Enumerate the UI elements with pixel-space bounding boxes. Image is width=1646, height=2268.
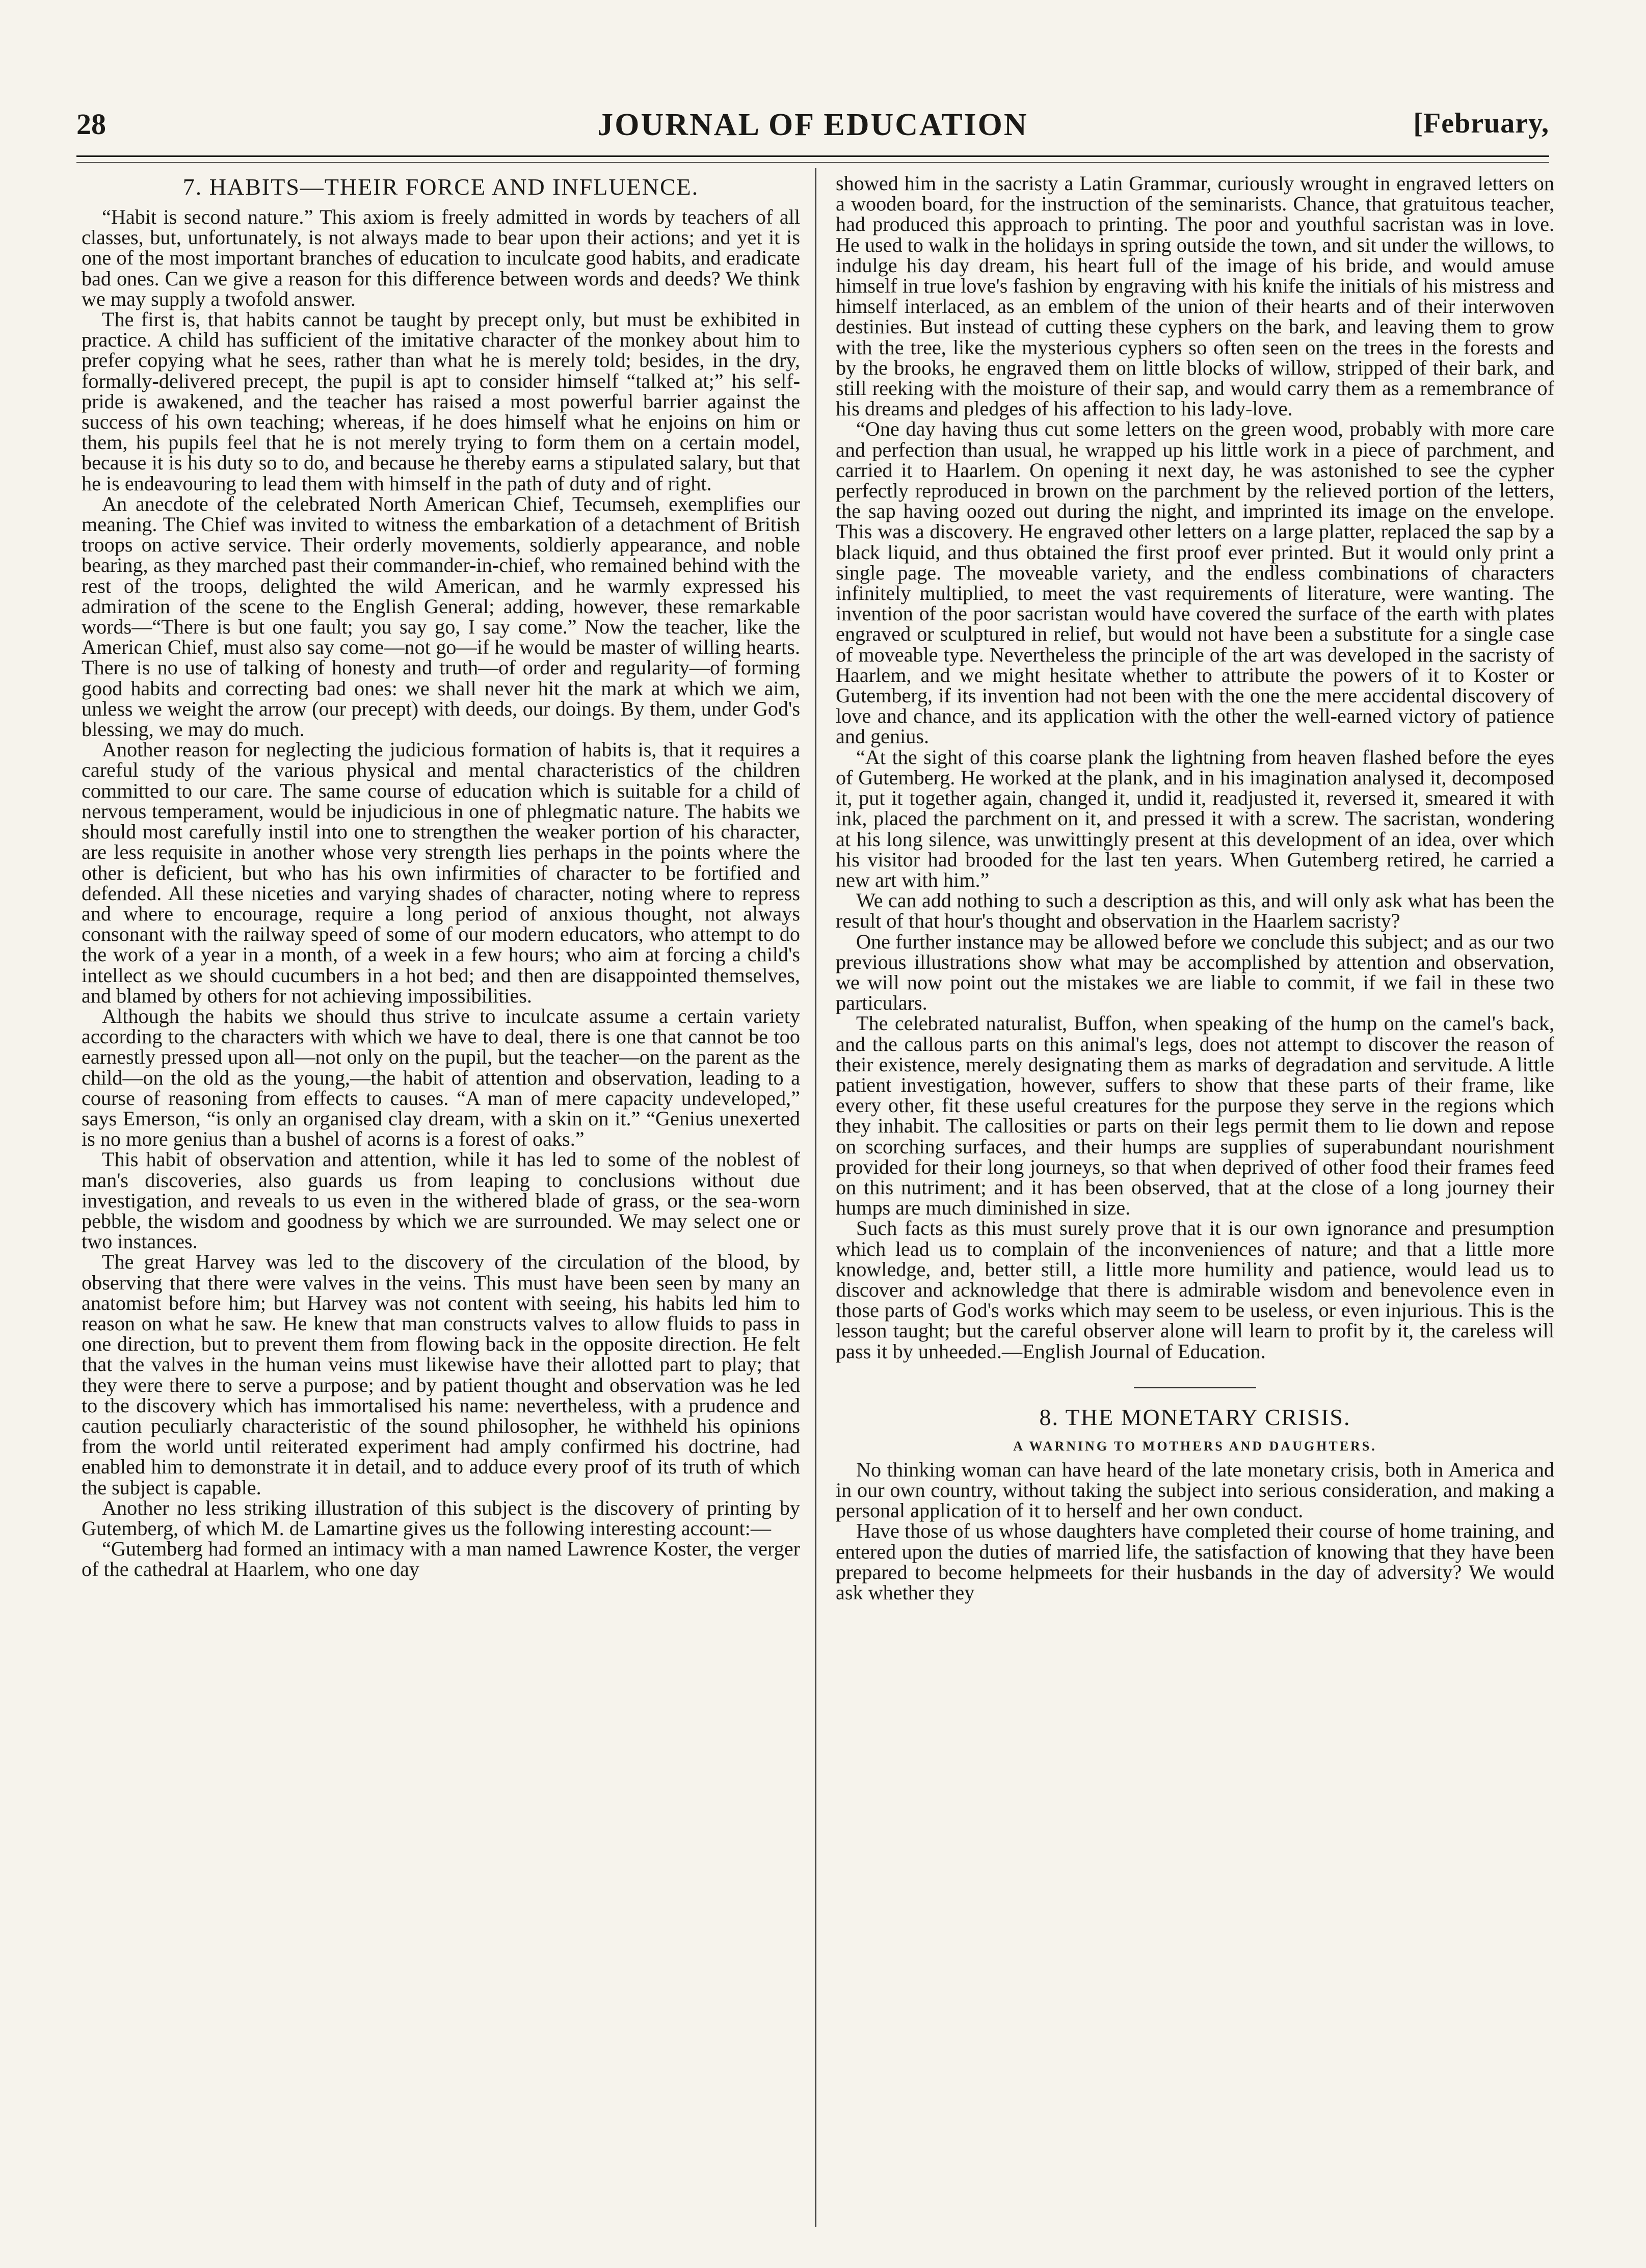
journal-title: JOURNAL OF EDUCATION (597, 108, 1028, 142)
article-8-paragraph: No thinking woman can have heard of the late monetary crisis, both in America and in our own country, without taking the subject into serious consideration, and making a personal application of it to herself and her own conduct. (836, 1458, 1554, 1522)
article-separator (1134, 1387, 1256, 1388)
article-7-continued-paragraph: One further instance may be allowed before we conclude this subject; and as our two previous illustrations show what may be accomplished by attention and observation, we will now point out the mistakes we are liable to commit, if we fail in these two particulars. (836, 930, 1554, 1015)
article-8-paragraph: Have those of us whose daughters have completed their course of home training, and entered upon the duties of married life, the satisfaction of knowing that they have been prepared to become helpmeets for their husbands in the day of adversity? We would ask whether they (836, 1519, 1554, 1604)
header-rule (76, 155, 1549, 157)
article-7-paragraph: The great Harvey was led to the discovery of the circulation of the blood, by observing that there were valves in the veins. This must have been seen by many an anatomist before him; but Harvey was not content with seeing, his habits led him to reason on what he saw. He knew that man constructs valves to allow fluids to pass in one direction, but to prevent them from flowing back in the opposite direction. He felt that the valves in the human veins must likewise have their allotted part to play; that they were there to serve a purpose; and by patient thought and observation was he led to the discovery which has immortalised his name: nevertheless, with a prudence and caution peculiarly characteristic of the sound philosopher, he withheld his opinions from the world until reiterated experiment had amply confirmed his doctrine, had enabled him to demonstrate it in detail, and to adduce every proof of its truth of which the subject is capable. (82, 1250, 800, 1499)
page-header (76, 107, 1549, 163)
right-column (836, 173, 1554, 2232)
article-8-title: 8. THE MONETARY CRISIS. (1039, 1404, 1351, 1430)
article-8-subtitle: A WARNING TO MOTHERS AND DAUGHTERS. (1013, 1438, 1377, 1454)
article-7-paragraph: “Habit is second nature.” This axiom is freely admitted in words by teachers of all classes, but, unfortunately, is not always made to bear upon their actions; and yet it is one of the most important branches of education to inculcate good habits, and eradicate bad ones. Can we give a reason for this difference between words and deeds? We think we may supply a twofold answer. (82, 205, 800, 310)
article-7-continued-paragraph: showed him in the sacristy a Latin Grammar, curiously wrought in engraved letters on a wooden board, for the instruction of the seminarists. Chance, that gratuitous teacher, had produced this approach to printing. The poor and youthful sacristan was in love. He used to walk in the holidays in spring outside the town, and sit under the willows, to indulge his day dream, his heart full of the image of his bride, and would amuse himself in true love's fashion by engraving with his knife the initials of his mistress and himself interlaced, as an emblem of the union of their hearts and of their interwoven destinies. But instead of cutting these cyphers on the bark, and leaving them to grow with the tree, like the mysterious cyphers so often seen on the trees in the forests and by the brooks, he engraved them on little blocks of willow, stripped of their bark, and still reeking with the moisture of their sap, and would carry them as a remembrance of his dreams and pledges of his affection to his lady-love. (836, 173, 1554, 420)
article-7-paragraph: Another reason for neglecting the judicious formation of habits is, that it requires a careful study of the various physical and mental characteristics of the children committed to our care. The same course of education which is suitable for a child of nervous temperament, would be injudicious in one of phlegmatic nature. The habits we should most carefully instil into one to strengthen the weaker portion of his character, are less requisite in another whose very strength lies perhaps in the points where the other is deficient, but who has his own infirmities of character to be fortified and defended. All these niceties and varying shades of character, noting where to repress and where to encourage, require a long period of anxious thought, not always consonant with the railway speed of some of our modern educators, who attempt to do the work of a year in a month, of a week in a few hours; who aim at forcing a child's intellect as we should cucumbers in a hot bed; and then are disappointed themselves, and blamed by others for not achieving impossibilities. (82, 738, 800, 1007)
article-7-paragraph: This habit of observation and attention, while it has led to some of the noblest of man's discoveries, also guards us from leaping to conclusions without due investigation, and reveals to us even in the withered blade of grass, or the sea-worn pebble, the wisdom and goodness by which we are surrounded. We may select one or two instances. (82, 1148, 800, 1253)
article-7-paragraph: An anecdote of the celebrated North American Chief, Tecumseh, exemplifies our meaning. The Chief was invited to witness the embarkation of a detachment of British troops on active service. Their orderly movements, soldierly appearance, and noble bearing, as they marched past their commander-in-chief, who remained behind with the rest of the troops, delighted the wild American, and he warmly expressed his admiration of the scene to the English General; adding, however, these remarkable words—“There is but one fault; you say go, I say come.” Now the teacher, like the American Chief, must also say come—not go—if he would be master of willing hearts. There is no use of talking of honesty and truth—of order and regularity—of forming good habits and correcting bad ones: we shall never hit the mark at which we aim, unless we weight the arrow (our precept) with deeds, our doings. By them, under God's blessing, we may do much. (82, 492, 800, 741)
article-7-title: 7. HABITS—THEIR FORCE AND INFLUENCE. (182, 174, 699, 200)
article-7-paragraph: Although the habits we should thus strive to inculcate assume a certain variety according to the characters with which we have to deal, there is one that cannot be too earnestly pressed upon all—not only on the pupil, but the teacher—on the parent as the child—on the old as the young,—the habit of attention and observation, leading to a course of reasoning from effects to causes. “A man of mere capacity undeveloped,” says Emerson, “is only an organised clay dream, with a skin on it.” “Genius unexerted is no more genius than a bushel of acorns is a forest of oaks.” (82, 1004, 800, 1151)
header-date: [February, (1413, 108, 1549, 139)
article-7-continued-paragraph: The celebrated naturalist, Buffon, when speaking of the hump on the camel's back, and the callous parts on this animal's legs, does not attempt to discover the reason of their existence, merely designating them as marks of degradation and servitude. A little patient investigation, however, suffers to show that these parts of their frame, like every other, fit these useful creatures for the purpose they serve in the regions which they inhabit. The callosities or parts on their legs permit them to lie down and repose on scorching surfaces, and their humps are supplies of superabundant nourishment provided for their long journeys, so that when deprived of other food their frames feed on this nutriment; and it has been observed, that at the close of a long journey their humps are much diminished in size. (836, 1012, 1554, 1220)
left-column (82, 173, 800, 2232)
article-7-continued-paragraph: “One day having thus cut some letters on the green wood, probably with more care and perfection than usual, he wrapped up his little work in a piece of parchment, and carried it to Haarlem. On opening it next day, he was astonished to see the cypher perfectly reproduced in brown on the parchment by the relieved portion of the letters, the sap having oozed out during the night, and imprinted its image on the envelope. This was a discovery. He engraved other letters on a large platter, replaced the sap by a black liquid, and thus obtained the first proof ever printed. But it would only print a single page. The moveable variety, and the endless combinations of characters infinitely multiplied, to meet the vast requirements of literature, were wanting. The invention of the poor sacristan would have covered the surface of the earth with plates engraved or sculptured in relief, but would not have been a substitute for a single case of moveable type. Nevertheless the principle of the art was developed in the sacristy of Haarlem, and we might hesitate whether to attribute the powers of it to Koster or Gutemberg, if its invention had not been with the one the mere accidental discovery of love and chance, and its application with the other the well-earned victory of patience and genius. (836, 417, 1554, 748)
article-7-paragraph: The first is, that habits cannot be taught by precept only, but must be exhibited in practice. A child has sufficient of the imitative character of the monkey about him to prefer copying what he sees, rather than what he is merely told; besides, in the dry, formally-delivered precept, the pupil is apt to consider himself “talked at;” his self-pride is awakened, and the teacher has raised a most powerful barrier against the success of his own teaching; whereas, if he does himself what he enjoins on him or them, his pupils feel that he is not merely trying to form them on a certain model, because it is his duty so to do, and because he thereby earns a stipulated salary, but that he is endeavouring to lead them with himself in the path of duty and of right. (82, 308, 800, 495)
column-divider (815, 168, 816, 2227)
article-7-continued-paragraph: We can add nothing to such a description as this, and will only ask what has been the result of that hour's thought and observation in the Haarlem sacristy? (836, 889, 1554, 933)
article-7-paragraph: “Gutemberg had formed an intimacy with a man named Lawrence Koster, the verger of the cathedral at Haarlem, who one day (82, 1537, 800, 1581)
article-7-continued-paragraph: “At the sight of this coarse plank the lightning from heaven flashed before the eyes of Gutemberg. He worked at the plank, and in his imagination analysed it, decomposed it, put it together again, changed it, undid it, readjusted it, reversed it, smeared it with ink, placed the parchment on it, and pressed it with a screw. The sacristan, wondering at his long silence, was unwittingly present at this development of an idea, over which his visitor had brooded for the last ten years. When Gutemberg retired, he carried a new art with him.” (836, 745, 1554, 891)
article-7-continued-paragraph: Such facts as this must surely prove that it is our own ignorance and presumption which lead us to complain of the inconveniences of nature; and that a little more knowledge, and, better still, a little more humility and patience, would lead us to discover and acknowledge that there is admirable wisdom and benevolence even in those parts of God's works which may seem to be useless, or even injurious. This is the lesson taught; but the careful observer alone will learn to profit by it, the careless will pass it by unheeded.—English Journal of Education. (836, 1217, 1554, 1363)
article-7-paragraph: Another no less striking illustration of this subject is the discovery of printing by Gutemberg, of which M. de Lamartine gives us the following interesting account:— (82, 1496, 800, 1540)
header-rule-thin (76, 162, 1549, 163)
page-number: 28 (76, 108, 106, 141)
